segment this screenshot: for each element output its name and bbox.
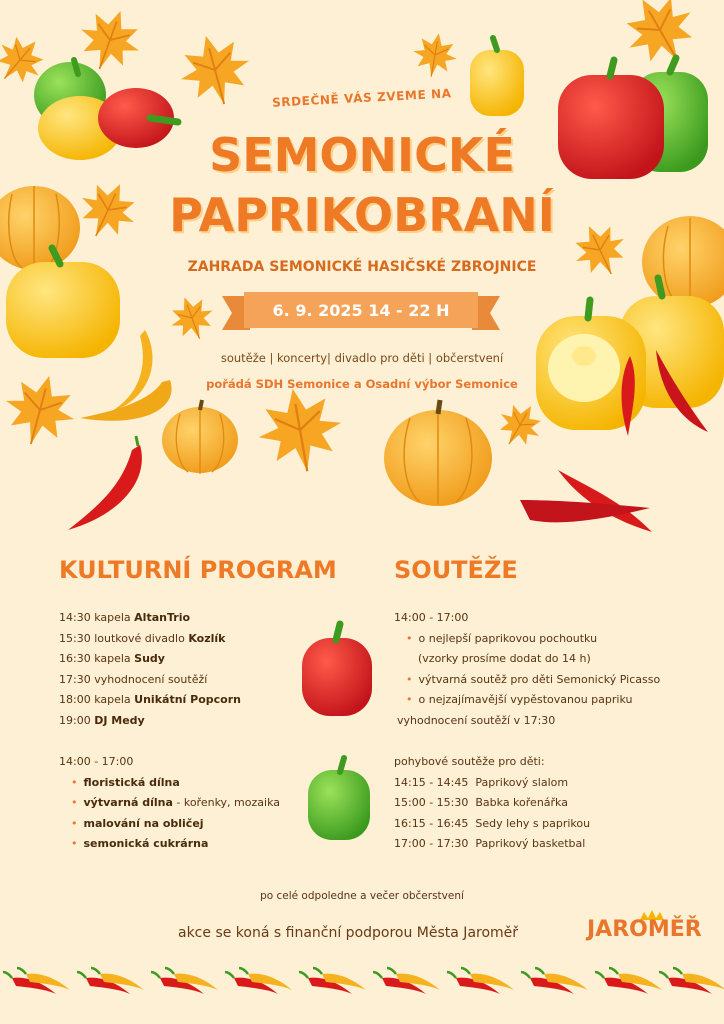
list-item: 15:30 loutkové divadlo Kozlík [59, 631, 226, 645]
list-item: 14:15 - 14:45 Paprikový slalom [394, 775, 569, 789]
competitions-list [394, 608, 660, 732]
list-item: • výtvarná dílna - kořenky, mozaika [59, 793, 280, 814]
list-item: • malování na obličej [59, 814, 280, 835]
green-pepper-section [308, 758, 370, 840]
program-heading: KULTURNÍ PROGRAM [59, 556, 337, 584]
list-item: 16:30 kapela Sudy [59, 652, 165, 666]
list-item: • o nejlepší paprikovou pochoutku [394, 629, 660, 650]
pumpkin-center [384, 400, 492, 506]
list-item: 16:15 - 16:45 Sedy lehy s paprikou [394, 816, 591, 830]
list-item: • floristická dílna [59, 773, 280, 794]
list-item: • semonická cukrárna [59, 834, 280, 855]
event-date: 6. 9. 2025 14 - 22 H [272, 301, 450, 320]
support-note: akce se koná s finanční podporou Města Jaroměř [178, 925, 519, 941]
list-item: 19:00 DJ Medy [59, 713, 145, 727]
competitions-time: 14:00 - 17:00 [394, 611, 469, 624]
red-pepper-section [302, 624, 372, 716]
yellow-pepper-top [470, 38, 524, 116]
list-item: 15:00 - 15:30 Babka kořenářka [394, 796, 568, 810]
list-item: • výtvarná soutěž pro děti Semonický Picasso [394, 670, 660, 691]
list-item: 17:00 - 17:30 Paprikový basketbal [394, 837, 586, 851]
results-time: vyhodnocení soutěží v 17:30 [397, 713, 556, 727]
list-item: 14:30 kapela AltanTrio [59, 611, 191, 624]
kids-competitions-list [394, 752, 590, 855]
invite-text: SRDEČNĚ VÁS ZVEME NA [271, 86, 452, 110]
list-item-note: (vzorky prosíme dodat do 14 h) [418, 652, 591, 666]
program-list [59, 608, 241, 732]
list-item: 17:30 vyhodnocení soutěží [59, 672, 208, 686]
page-title-line2: PAPRIKOBRANÍ [169, 188, 555, 242]
list-item: • o nejzajímavější vypěstovanou papriku [394, 690, 660, 711]
venue: ZAHRADA SEMONICKÉ HASIČSKÉ ZBROJNICE [187, 259, 537, 275]
jaromer-logo: JAROMĚŘ [587, 917, 702, 942]
workshops-time: 14:00 - 17:00 [59, 755, 134, 768]
red-chili-left [68, 436, 142, 530]
refreshments-note: po celé odpoledne a večer občerstvení [260, 890, 464, 902]
pumpkin-small [162, 400, 238, 474]
list-item: 18:00 kapela Unikátní Popcorn [59, 693, 241, 707]
page-title-line1: SEMONICKÉ [209, 128, 515, 182]
chili-border [3, 968, 724, 994]
competitions-heading: SOUTĚŽE [394, 556, 518, 584]
activities-line: soutěže | koncerty| divadlo pro děti | občerstvení [220, 351, 504, 365]
organizer-line: pořádá SDH Semonice a Osadní výbor Semonice [206, 377, 518, 391]
kids-heading: pohybové soutěže pro děti: [394, 755, 545, 768]
workshops-list [59, 752, 280, 855]
